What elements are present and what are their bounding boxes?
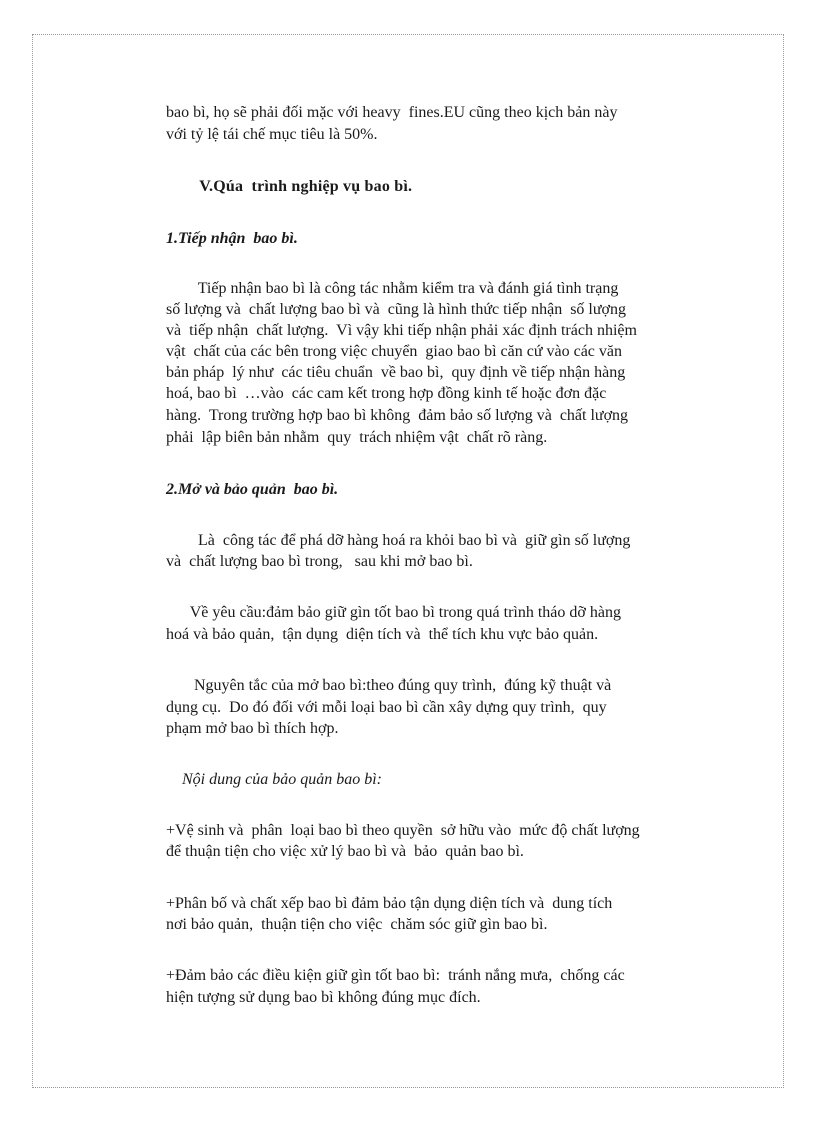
body-text-line: và tiếp nhận chất lượng. Vì vậy khi tiếp nhận phải xác định trách nhiệm — [166, 322, 637, 339]
list-item-line: +Vệ sinh và phân loại bao bì theo quyền sở hữu vào mức độ chất lượng — [166, 822, 640, 839]
body-text-line: Nguyên tắc của mở bao bì:theo đúng quy trình, đúng kỹ thuật và — [166, 677, 612, 694]
body-text-line: Về yêu cầu:đảm bảo giữ gìn tốt bao bì trong quá trình tháo dỡ hàng — [166, 604, 621, 621]
body-text-line: vật chất của các bên trong việc chuyển giao bao bì căn cứ vào các văn — [166, 343, 623, 360]
content-heading: Nội dung của bảo quản bao bì: — [166, 771, 382, 788]
body-text-line: hoá và bảo quản, tận dụng diện tích và thể tích khu vực bảo quản. — [166, 626, 599, 643]
body-text-line: với tỷ lệ tái chế mục tiêu là 50%. — [166, 126, 378, 143]
body-text-line: số lượng và chất lượng bao bì và cũng là hình thức tiếp nhận số lượng — [166, 301, 626, 318]
body-text-line: hàng. Trong trường hợp bao bì không đảm bảo số lượng và chất lượng — [166, 407, 629, 424]
body-text-line: bao bì, họ sẽ phải đối mặc với heavy fines.EU cũng theo kịch bản này — [166, 104, 618, 121]
list-item-line: để thuận tiện cho việc xử lý bao bì và bảo quản bao bì. — [166, 843, 524, 860]
section-heading: V.Qúa trình nghiệp vụ bao bì. — [166, 178, 413, 195]
body-text-line: phạm mở bao bì thích hợp. — [166, 720, 339, 737]
body-text-line: bản pháp lý như các tiêu chuẩn về bao bì, quy định về tiếp nhận hàng — [166, 364, 626, 381]
body-text-line: dụng cụ. Do đó đối với mỗi loại bao bì cần xây dựng quy trình, quy — [166, 699, 607, 716]
list-item-line: +Phân bố và chất xếp bao bì đảm bảo tận dụng diện tích và dung tích — [166, 895, 613, 912]
body-text-line: phải lập biên bản nhằm quy trách nhiệm vật chất rõ ràng. — [166, 429, 548, 446]
list-item-line: hiện tượng sử dụng bao bì không đúng mục đích. — [166, 989, 481, 1006]
list-item-line: nơi bảo quản, thuận tiện cho việc chăm sóc giữ gìn bao bì. — [166, 916, 548, 933]
body-text-line: Tiếp nhận bao bì là công tác nhằm kiểm tra và đánh giá tình trạng — [166, 280, 619, 297]
subsection-heading: 1.Tiếp nhận bao bì. — [166, 230, 298, 247]
list-item-line: +Đảm bảo các điều kiện giữ gìn tốt bao bì: tránh nắng mưa, chống các — [166, 967, 625, 984]
body-text-line: hoá, bao bì …vào các cam kết trong hợp đồng kinh tế hoặc đơn đặc — [166, 385, 607, 402]
body-text-line: Là công tác để phá dỡ hàng hoá ra khỏi bao bì và giữ gìn số lượng — [166, 532, 631, 549]
subsection-heading: 2.Mở và bảo quản bao bì. — [166, 481, 339, 498]
body-text-line: và chất lượng bao bì trong, sau khi mở bao bì. — [166, 553, 473, 570]
